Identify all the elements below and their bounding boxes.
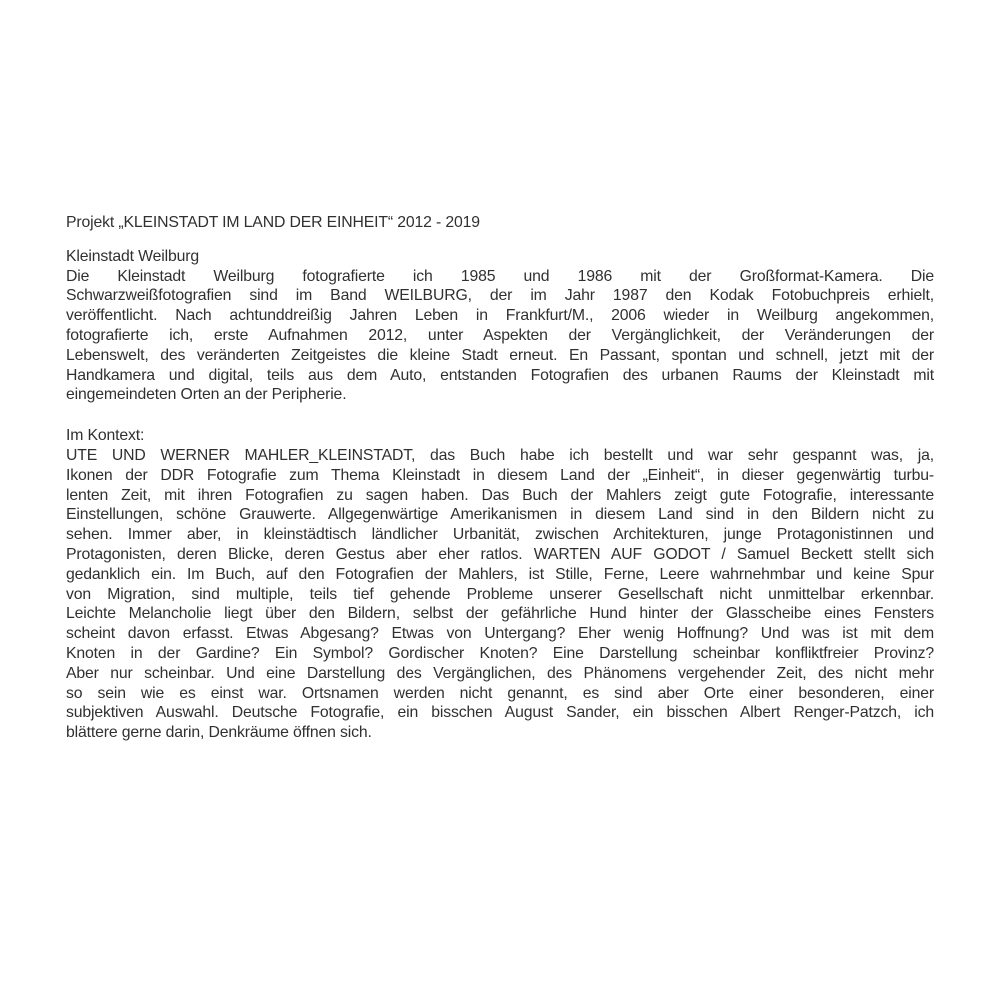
section-im-kontext (66, 426, 934, 743)
text-line: veröffentlicht. Nach achtunddreißig Jahren Leben in Frankfurt/M., 2006 wieder in Weilburg angekommen, (66, 307, 934, 325)
text-line: Ikonen der DDR Fotografie zum Thema Kleinstadt in diesem Land der „Einheit“, in dieser gegenwärtig turbu- (66, 466, 934, 484)
text-line: von Migration, sind multiple, teils tief gehende Probleme unserer Gesellschaft nicht unmittelbar erkennbar. (66, 585, 934, 603)
text-line: Lebenswelt, des veränderten Zeitgeistes die kleine Stadt erneut. En Passant, spontan und schnell, jetzt mit der (66, 346, 934, 364)
paragraph-kleinstadt-weilburg (66, 267, 934, 406)
text-line: Protagonisten, deren Blicke, deren Gestus aber eher ratlos. WARTEN AUF GODOT / Samuel Beckett stellt sich (66, 545, 934, 563)
paragraph-im-kontext (66, 446, 934, 743)
text-line: UTE UND WERNER MAHLER_KLEINSTADT, das Buch habe ich bestellt und war sehr gespannt was, ja, (66, 446, 934, 464)
page-title: Projekt „KLEINSTADT IM LAND DER EINHEIT“ 2012 - 2019 (66, 214, 480, 231)
text-line: Schwarzweißfotografien sind im Band WEILBURG, der im Jahr 1987 den Kodak Fotobuchpreis erhielt, (66, 287, 934, 305)
text-line: Die Kleinstadt Weilburg fotografierte ich 1985 und 1986 mit der Großformat-Kamera. Die (66, 267, 934, 285)
text-line: Leichte Melancholie liegt über den Bildern, selbst der gefährliche Hund hinter der Glasscheibe eines Fensters (66, 605, 934, 623)
text-line: Knoten in der Gardine? Ein Symbol? Gordischer Knoten? Eine Darstellung scheinbar konfliktfreier Provinz? (66, 644, 934, 662)
text-line: Handkamera und digital, teils aus dem Auto, entstanden Fotografien des urbanen Raums der Kleinstadt mit (66, 366, 934, 384)
text-line: Aber nur scheinbar. Und eine Darstellung des Vergänglichen, des Phänomens vergehender Zeit, des nicht mehr (66, 664, 934, 682)
text-line: gedanklich ein. Im Buch, auf den Fotografien der Mahlers, ist Stille, Ferne, Leere wahrnehmbar und keine Spur (66, 565, 934, 583)
text-line: so sein wie es einst war. Ortsnamen werden nicht genannt, es sind aber Orte einer besonderen, einer (66, 684, 934, 702)
section-kleinstadt-weilburg (66, 247, 934, 405)
text-line: sehen. Immer aber, in kleinstädtisch ländlicher Urbanität, zwischen Architekturen, junge Protagonistinnen und (66, 526, 934, 544)
text-line: eingemeindeten Orten an der Peripherie. (66, 386, 347, 404)
text-line: scheint davon erfasst. Etwas Abgesang? Etwas von Untergang? Eher wenig Hoffnung? Und was ist mit dem (66, 625, 934, 643)
text-line: blättere gerne darin, Denkräume öffnen sich. (66, 724, 372, 742)
text-line: fotografierte ich, erste Aufnahmen 2012, unter Aspekten der Vergänglichkeit, der Veränderungen der (66, 326, 934, 344)
text-line: subjektiven Auswahl. Deutsche Fotografie, ein bisschen August Sander, ein bisschen Albert Renger-Patzch, ich (66, 704, 934, 722)
text-line: lenten Zeit, mit ihren Fotografien zu sagen haben. Das Buch der Mahlers zeigt gute Fotografie, interessante (66, 486, 934, 504)
section-heading-kleinstadt-weilburg: Kleinstadt Weilburg (66, 247, 199, 265)
section-heading-im-kontext: Im Kontext: (66, 427, 145, 445)
text-line: Einstellungen, schöne Grauwerte. Allgegenwärtige Amerikanismen in diesem Land sind in den Bildern nicht zu (66, 506, 934, 524)
